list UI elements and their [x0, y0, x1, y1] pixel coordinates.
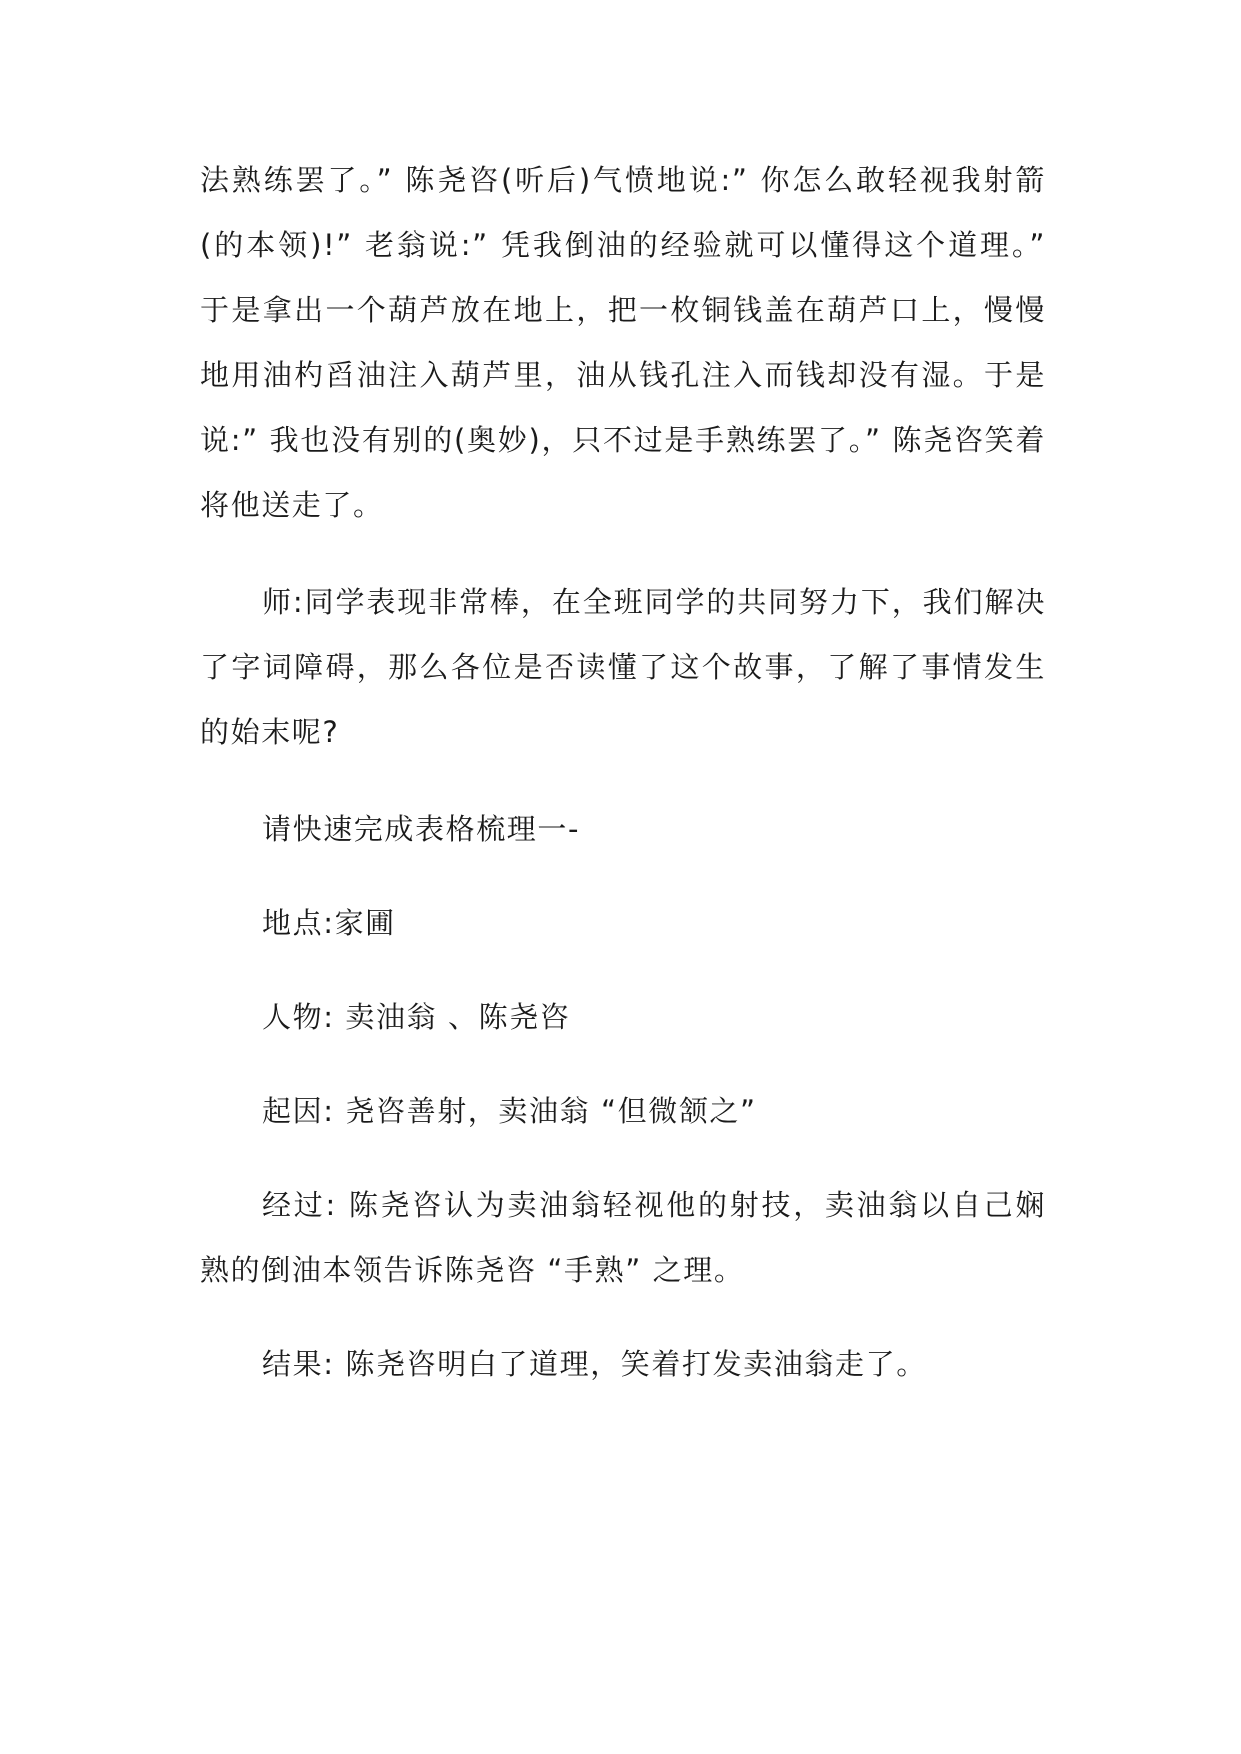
- document-body: [200, 148, 1046, 1397]
- teacher-remark-paragraph: 师:同学表现非常棒，在全班同学的共同努力下，我们解决了字词障碍，那么各位是否读懂了这个故事，了解了事情发生的始末呢?: [200, 585, 1046, 749]
- process-line: 经过: 陈尧咨认为卖油翁轻视他的射技，卖油翁以自己娴熟的倒油本领告诉陈尧咨 “手熟” 之理。: [200, 1188, 1046, 1287]
- location-line: 地点:家圃: [262, 906, 396, 940]
- cause-line: 起因: 尧咨善射，卖油翁 “但微颔之”: [262, 1094, 757, 1128]
- result-line: 结果: 陈尧咨明白了道理，笑着打发卖油翁走了。: [262, 1347, 927, 1381]
- characters-line: 人物: 卖油翁 、陈尧咨: [262, 1000, 571, 1034]
- table-instruction: 请快速完成表格梳理一-: [262, 812, 581, 846]
- story-translation-paragraph: 法熟练罢了。” 陈尧咨(听后)气愤地说:” 你怎么敢轻视我射箭(的本领)!” 老翁说:” 凭我倒油的经验就可以懂得这个道理。” 于是拿出一个葫芦放在地上，把一枚铜钱盖在葫芦口上，慢慢地用油杓舀油注入葫芦里，油从钱孔注入而钱却没有湿。于是说:” 我也没有别的(奥妙)，只不过是手熟练罢了。” 陈尧咨笑着将他送走了。: [200, 163, 1046, 522]
